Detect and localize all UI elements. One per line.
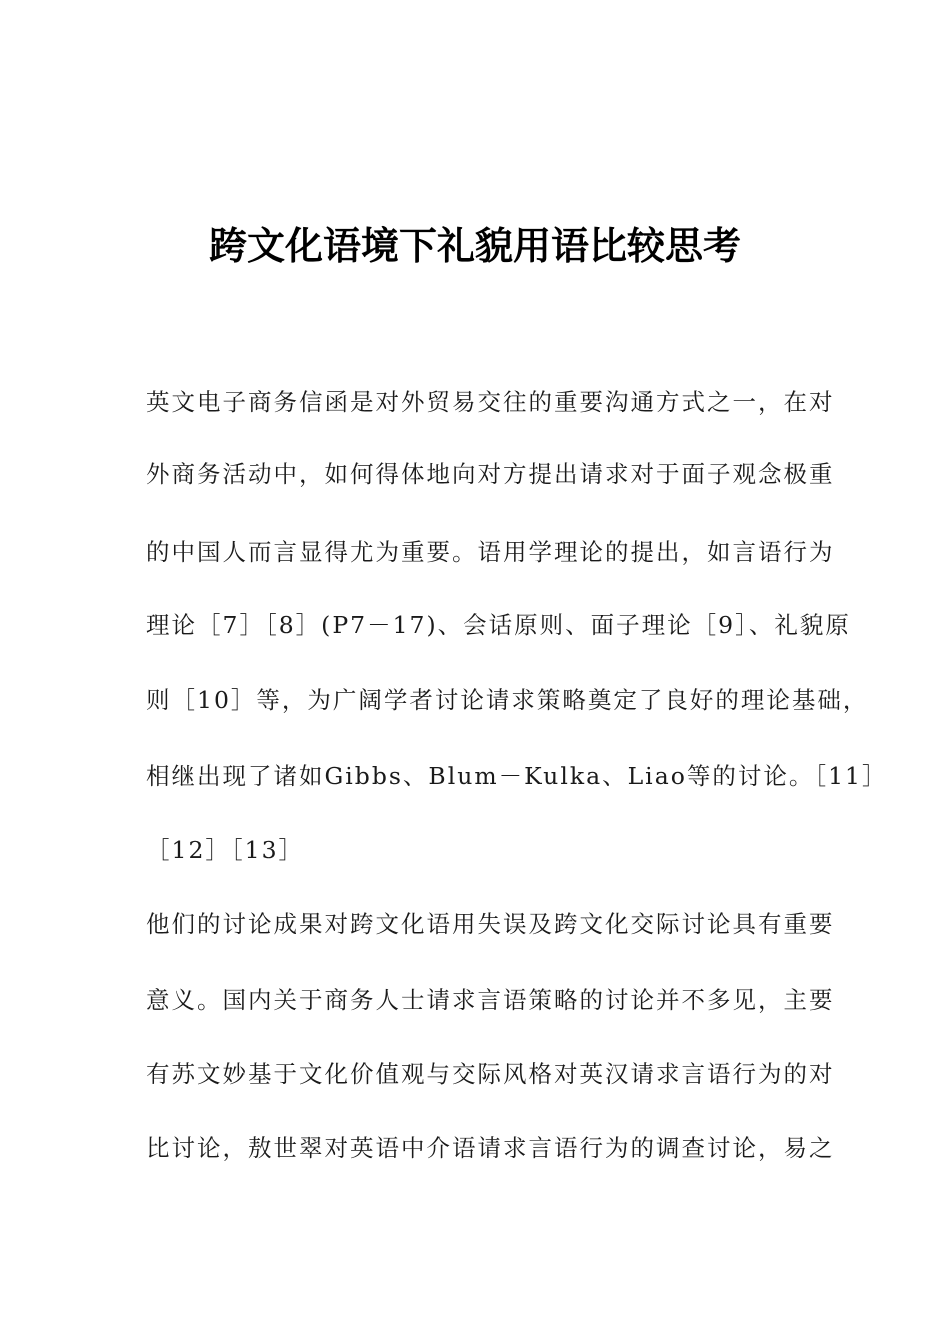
paragraph-1-line-4: 理论［7］［8］(P7－17)、会话原则、面子理论［9］、礼貌原 bbox=[146, 611, 851, 639]
paragraph-1-line-3: 的中国人而言显得尤为重要。语用学理论的提出，如言语行为 bbox=[146, 538, 835, 566]
paragraph-2-line-1: 他们的讨论成果对跨文化语用失误及跨文化交际讨论具有重要 bbox=[146, 910, 835, 938]
paragraph-2-line-2: 意义。国内关于商务人士请求言语策略的讨论并不多见，主要 bbox=[146, 986, 835, 1014]
paragraph-1-line-6: 相继出现了诸如Gibbs、Blum－Kulka、Liao等的讨论。［11］ bbox=[146, 762, 888, 790]
paragraph-1-line-1: 英文电子商务信函是对外贸易交往的重要沟通方式之一，在对 bbox=[146, 388, 835, 416]
document-title: 跨文化语境下礼貌用语比较思考 bbox=[208, 224, 741, 268]
paragraph-1-line-5: 则［10］等，为广阔学者讨论请求策略奠定了良好的理论基础， bbox=[146, 686, 869, 714]
paragraph-1-line-2: 外商务活动中，如何得体地向对方提出请求对于面子观念极重 bbox=[146, 460, 835, 488]
paragraph-1-line-7: ［12］［13］ bbox=[146, 836, 305, 864]
paragraph-2-line-4: 比讨论，敖世翠对英语中介语请求言语行为的调查讨论，易之 bbox=[146, 1134, 835, 1162]
paragraph-2-line-3: 有苏文妙基于文化价值观与交际风格对英汉请求言语行为的对 bbox=[146, 1060, 835, 1088]
